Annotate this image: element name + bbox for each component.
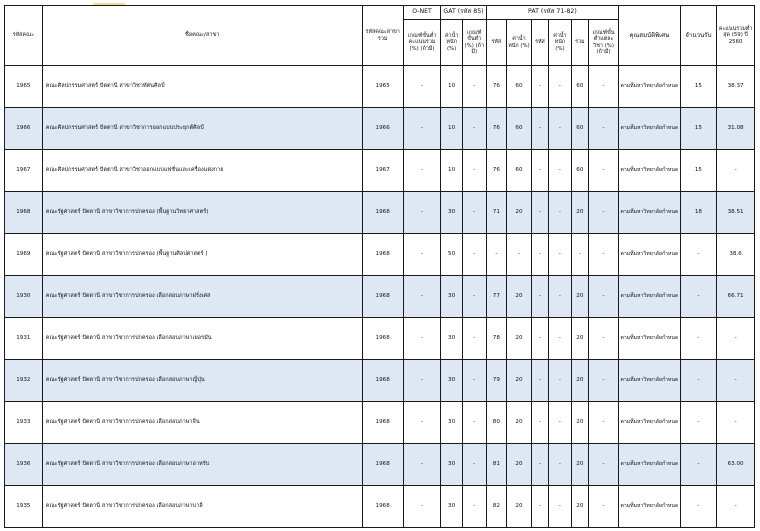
header-pat-min: เกณฑ์ขั้นต่ำแต่ละวิชา (%) (ถ้ามี) <box>588 20 618 66</box>
table-row <box>5 402 755 444</box>
cell-pat-min: - <box>588 150 618 192</box>
cell-gat-min: - <box>462 150 486 192</box>
table-row <box>5 444 755 486</box>
cell-min-score: 63.00 <box>717 444 755 486</box>
cell-gat-weight: 30 <box>441 360 463 402</box>
cell-pat-code-2: - <box>531 276 548 318</box>
cell-code: 1931 <box>5 318 43 360</box>
header-onet: O-NET <box>403 6 441 20</box>
cell-qualification: ตามที่มหาวิทยาลัยกำหนด <box>619 402 680 444</box>
cell-seats: - <box>680 360 717 402</box>
cell-gat-min: - <box>462 360 486 402</box>
cell-onet: - <box>403 234 441 276</box>
cell-pat-code-1: 79 <box>486 360 506 402</box>
cell-seats: 18 <box>680 192 717 234</box>
cell-pat-weight-1: 60 <box>507 150 532 192</box>
cell-pat-weight-1: 20 <box>507 318 532 360</box>
cell-onet: - <box>403 318 441 360</box>
cell-name: คณะรัฐศาสตร์ ปัตตานี สาขาวิชาการปกครอง เลือกสอบภาษาอาหรับ <box>42 444 362 486</box>
cell-seats: - <box>680 276 717 318</box>
cell-combined-code: 1968 <box>362 276 403 318</box>
cell-name: คณะศิลปกรรมศาสตร์ ปัตตานี สาขาวิชาทัศนศิลป์ <box>42 66 362 108</box>
cell-code: 1936 <box>5 444 43 486</box>
header-gat: GAT (รหัส 85) <box>441 6 486 20</box>
cell-code: 1930 <box>5 276 43 318</box>
cell-code: 1965 <box>5 66 43 108</box>
cell-gat-weight: 10 <box>441 108 463 150</box>
cell-min-score: - <box>717 402 755 444</box>
cell-pat-weight-2: - <box>549 444 572 486</box>
header-pat-code-2: รหัส <box>531 20 548 66</box>
cell-pat-weight-1: 20 <box>507 360 532 402</box>
cell-combined-code: 1968 <box>362 360 403 402</box>
cell-pat-code-2: - <box>531 444 548 486</box>
cell-pat-min: - <box>588 402 618 444</box>
table-body <box>5 66 755 528</box>
cell-code: 1933 <box>5 402 43 444</box>
cell-pat-weight-1: 20 <box>507 402 532 444</box>
cell-pat-weight-1: 20 <box>507 444 532 486</box>
cell-pat-code-2: - <box>531 318 548 360</box>
cell-min-score: 38.6 <box>717 234 755 276</box>
cell-gat-min: - <box>462 318 486 360</box>
cell-qualification: ตามที่มหาวิทยาลัยกำหนด <box>619 444 680 486</box>
cell-min-score: 38.51 <box>717 192 755 234</box>
header-gat-weight: ค่าน้ำหนัก (%) <box>441 20 463 66</box>
cell-pat-code-1: 80 <box>486 402 506 444</box>
cell-min-score: - <box>717 318 755 360</box>
header-code: รหัสคณะ <box>5 6 43 66</box>
cell-combined-code: 1967 <box>362 150 403 192</box>
table-row <box>5 486 755 528</box>
table-header <box>5 6 755 66</box>
cell-pat-code-1: 76 <box>486 150 506 192</box>
cell-pat-code-2: - <box>531 486 548 528</box>
cell-min-score: 66.71 <box>717 276 755 318</box>
table-row <box>5 108 755 150</box>
cell-seats: 15 <box>680 108 717 150</box>
cell-qualification: ตามที่มหาวิทยาลัยกำหนด <box>619 192 680 234</box>
cell-name: คณะรัฐศาสตร์ ปัตตานี สาขาวิชาการปกครอง เลือกสอบภาษาฝรั่งเศส <box>42 276 362 318</box>
cell-pat-code-2: - <box>531 108 548 150</box>
cell-qualification: ตามที่มหาวิทยาลัยกำหนด <box>619 234 680 276</box>
cell-pat-total: 20 <box>571 444 588 486</box>
cell-seats: 15 <box>680 66 717 108</box>
cell-pat-weight-2: - <box>549 360 572 402</box>
cell-pat-min: - <box>588 360 618 402</box>
table-row <box>5 276 755 318</box>
cell-gat-weight: 50 <box>441 234 463 276</box>
cell-gat-weight: 30 <box>441 318 463 360</box>
cell-pat-code-2: - <box>531 66 548 108</box>
cell-pat-code-2: - <box>531 402 548 444</box>
header-seats: จำนวนรับ <box>680 6 717 66</box>
header-qualification: คุณสมบัติพิเศษ <box>619 6 680 66</box>
cell-pat-total: 20 <box>571 318 588 360</box>
header-min-score: คะแนนรวมต่ำสุด (59) ปี 2560 <box>717 6 755 66</box>
header-pat-weight-2: ค่าน้ำหนัก (%) <box>549 20 572 66</box>
cell-qualification: ตามที่มหาวิทยาลัยกำหนด <box>619 486 680 528</box>
cell-pat-total: 20 <box>571 360 588 402</box>
cell-code: 1932 <box>5 360 43 402</box>
cell-onet: - <box>403 402 441 444</box>
cell-combined-code: 1966 <box>362 108 403 150</box>
table-row <box>5 66 755 108</box>
header-gat-min: เกณฑ์ขั้นต่ำ (%) (ถ้ามี) <box>462 20 486 66</box>
cell-qualification: ตามที่มหาวิทยาลัยกำหนด <box>619 150 680 192</box>
header-combined-code: รหัสคณะสาขารวม <box>362 6 403 66</box>
cell-pat-min: - <box>588 66 618 108</box>
cell-pat-code-1: 81 <box>486 444 506 486</box>
cell-pat-total: 60 <box>571 108 588 150</box>
cell-pat-weight-1: 20 <box>507 192 532 234</box>
cell-pat-weight-2: - <box>549 66 572 108</box>
header-pat-code-1: รหัส <box>486 20 506 66</box>
cell-qualification: ตามที่มหาวิทยาลัยกำหนด <box>619 66 680 108</box>
cell-onet: - <box>403 108 441 150</box>
cell-gat-min: - <box>462 234 486 276</box>
cell-combined-code: 1968 <box>362 192 403 234</box>
table-row <box>5 150 755 192</box>
cell-min-score: - <box>717 486 755 528</box>
cell-pat-total: 60 <box>571 150 588 192</box>
cell-pat-weight-2: - <box>549 108 572 150</box>
cell-pat-min: - <box>588 108 618 150</box>
cell-pat-total: 60 <box>571 66 588 108</box>
header-pat: PAT (รหัส 71-82) <box>486 6 619 20</box>
cell-gat-weight: 30 <box>441 402 463 444</box>
cell-pat-min: - <box>588 444 618 486</box>
cell-gat-min: - <box>462 192 486 234</box>
cell-pat-code-2: - <box>531 234 548 276</box>
header-pat-weight-1: ค่าน้ำหนัก (%) <box>507 20 532 66</box>
cell-combined-code: 1965 <box>362 66 403 108</box>
cell-name: คณะรัฐศาสตร์ ปัตตานี สาขาวิชาการปกครอง เลือกสอบภาษาจีน <box>42 402 362 444</box>
cell-pat-code-2: - <box>531 192 548 234</box>
cell-qualification: ตามที่มหาวิทยาลัยกำหนด <box>619 318 680 360</box>
cell-pat-code-1: - <box>486 234 506 276</box>
table-row <box>5 234 755 276</box>
cell-combined-code: 1968 <box>362 444 403 486</box>
cell-pat-weight-1: 20 <box>507 276 532 318</box>
header-pat-total: รวม <box>571 20 588 66</box>
cell-pat-total: 20 <box>571 276 588 318</box>
cell-pat-min: - <box>588 234 618 276</box>
cell-pat-weight-2: - <box>549 276 572 318</box>
cell-pat-min: - <box>588 318 618 360</box>
cell-pat-weight-1: - <box>507 234 532 276</box>
cell-pat-min: - <box>588 276 618 318</box>
cell-pat-weight-2: - <box>549 150 572 192</box>
cell-name: คณะรัฐศาสตร์ ปัตตานี สาขาวิชาการปกครอง เลือกสอบภาษาบาลี <box>42 486 362 528</box>
cell-code: 1967 <box>5 150 43 192</box>
cell-min-score: - <box>717 360 755 402</box>
cell-name: คณะรัฐศาสตร์ ปัตตานี สาขาวิชาการปกครอง (พื้นฐานศิลปศาสตร์ ) <box>42 234 362 276</box>
cell-combined-code: 1968 <box>362 486 403 528</box>
header-onet-min: เกณฑ์ขั้นต่ำคะแนนรวม (%) (ถ้ามี) <box>403 20 441 66</box>
cell-min-score: 38.37 <box>717 66 755 108</box>
cell-pat-min: - <box>588 486 618 528</box>
cell-seats: - <box>680 234 717 276</box>
cell-name: คณะรัฐศาสตร์ ปัตตานี สาขาวิชาการปกครอง เลือกสอบภาษาญี่ปุ่น <box>42 360 362 402</box>
cell-gat-min: - <box>462 276 486 318</box>
cell-pat-code-2: - <box>531 150 548 192</box>
cell-pat-total: 20 <box>571 486 588 528</box>
cell-onet: - <box>403 66 441 108</box>
cell-gat-weight: 10 <box>441 66 463 108</box>
cell-pat-code-1: 76 <box>486 66 506 108</box>
cell-gat-weight: 30 <box>441 192 463 234</box>
cell-pat-weight-2: - <box>549 234 572 276</box>
cell-min-score: - <box>717 150 755 192</box>
cell-name: คณะศิลปกรรมศาสตร์ ปัตตานี สาขาวิชาออกแบบแฟชั่นและเครื่องแต่งกาย <box>42 150 362 192</box>
cell-name: คณะรัฐศาสตร์ ปัตตานี สาขาวิชาการปกครอง (พื้นฐานวิทยาศาสตร์) <box>42 192 362 234</box>
cell-onet: - <box>403 276 441 318</box>
cell-code: 1966 <box>5 108 43 150</box>
cell-gat-min: - <box>462 444 486 486</box>
cell-pat-code-1: 71 <box>486 192 506 234</box>
table-row <box>5 360 755 402</box>
cell-combined-code: 1968 <box>362 318 403 360</box>
cell-gat-weight: 30 <box>441 444 463 486</box>
cell-pat-total: - <box>571 234 588 276</box>
cell-gat-min: - <box>462 108 486 150</box>
cell-pat-code-2: - <box>531 360 548 402</box>
cell-pat-code-1: 76 <box>486 108 506 150</box>
cell-pat-total: 20 <box>571 192 588 234</box>
cell-combined-code: 1968 <box>362 402 403 444</box>
cell-gat-min: - <box>462 402 486 444</box>
cell-seats: - <box>680 444 717 486</box>
cell-onet: - <box>403 360 441 402</box>
cell-name: คณะรัฐศาสตร์ ปัตตานี สาขาวิชาการปกครอง เลือกสอบภาษาเยอรมัน <box>42 318 362 360</box>
cell-pat-weight-1: 60 <box>507 66 532 108</box>
cell-onet: - <box>403 192 441 234</box>
cell-gat-weight: 10 <box>441 150 463 192</box>
cell-pat-weight-1: 60 <box>507 108 532 150</box>
cell-onet: - <box>403 486 441 528</box>
cell-pat-code-1: 82 <box>486 486 506 528</box>
header-name: ชื่อคณะ/สาขา <box>42 6 362 66</box>
cell-qualification: ตามที่มหาวิทยาลัยกำหนด <box>619 276 680 318</box>
cell-code: 1935 <box>5 486 43 528</box>
cell-qualification: ตามที่มหาวิทยาลัยกำหนด <box>619 108 680 150</box>
cell-seats: - <box>680 402 717 444</box>
table-row <box>5 192 755 234</box>
cell-gat-weight: 30 <box>441 486 463 528</box>
cell-onet: - <box>403 444 441 486</box>
table-row <box>5 318 755 360</box>
cell-seats: 15 <box>680 150 717 192</box>
cell-pat-total: 20 <box>571 402 588 444</box>
cell-code: 1968 <box>5 192 43 234</box>
cell-pat-weight-1: 20 <box>507 486 532 528</box>
cell-seats: - <box>680 318 717 360</box>
cell-pat-code-1: 77 <box>486 276 506 318</box>
cell-pat-weight-2: - <box>549 192 572 234</box>
cell-gat-min: - <box>462 486 486 528</box>
cell-gat-weight: 30 <box>441 276 463 318</box>
cell-onet: - <box>403 150 441 192</box>
cell-pat-min: - <box>588 192 618 234</box>
cell-seats: - <box>680 486 717 528</box>
cell-min-score: 31.08 <box>717 108 755 150</box>
cell-gat-min: - <box>462 66 486 108</box>
cell-pat-weight-2: - <box>549 318 572 360</box>
cell-pat-weight-2: - <box>549 486 572 528</box>
admission-table <box>4 5 755 528</box>
cell-pat-code-1: 78 <box>486 318 506 360</box>
cell-qualification: ตามที่มหาวิทยาลัยกำหนด <box>619 360 680 402</box>
cell-name: คณะศิลปกรรมศาสตร์ ปัตตานี สาขาวิชาการออกแบบประยุกต์ศิลป์ <box>42 108 362 150</box>
cell-pat-weight-2: - <box>549 402 572 444</box>
cell-code: 1969 <box>5 234 43 276</box>
cell-combined-code: 1968 <box>362 234 403 276</box>
